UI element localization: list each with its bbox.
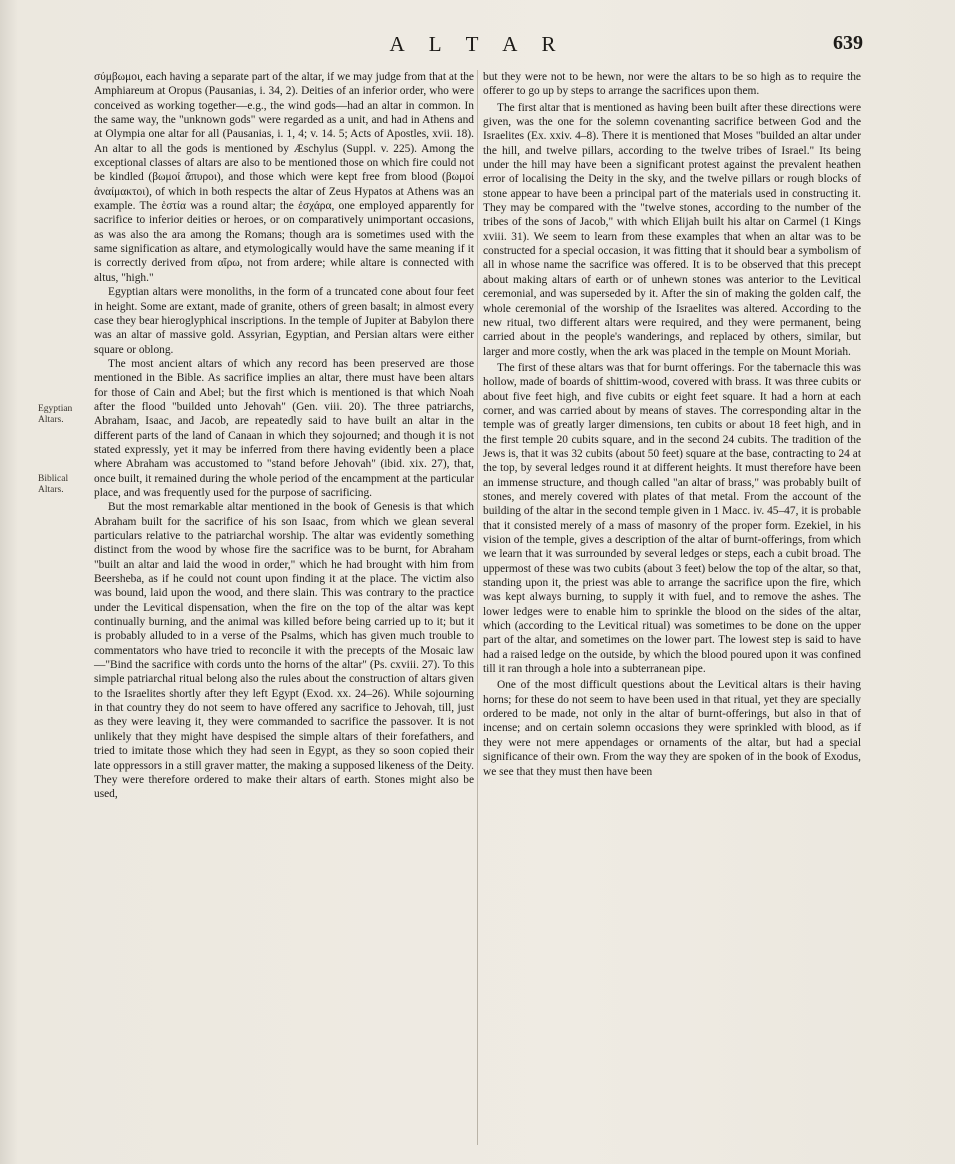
left-column <box>94 70 474 802</box>
paragraph-egyptian-altars: Egyptian altars were monoliths, in the form of a truncated cone about four feet in height. Some are extant, made of granite, others of green basalt; in almost every case they bear hieroglyphical inscriptions. In the temple of Jupiter at Babylon there was an altar of massive gold. Assyrian, Egyptian, and Persian altars were either square or oblong. <box>94 286 474 356</box>
margin-note-biblical: Biblical Altars. <box>38 474 69 495</box>
margin-note-egyptian: Egyptian Altars. <box>38 404 73 425</box>
paragraph-continuation: but they were not to be hewn, nor were the altars to be so high as to require the offerer to go up by steps to arrange the sacrifices upon them. <box>483 71 861 98</box>
paragraph-greek-altars: σύμβωμοι, each having a separate part of the altar, if we may judge from that at the Amphiareum at Oropus (Pausanias, i. 34, 2). Deities of an inferior order, who were conceived as working together—e.g., the wind gods—had an altar in common. In the same way, the "unknown gods" were regarded as a unit, and had in Athens and at Olympia one altar for all (Pausanias, i. 1, 4; v. 14. 5; Acts of Apostles, xvii. 18). An altar to all the gods is mentioned by Æschylus (Suppl. v. 225). Among the exceptional classes of altars are also to be mentioned those on which fire could not be kindled (βωμοί ἄπυροι), and those which were kept free from blood (βωμοί ἀναίμακτοι), of which in both respects the altar of Zeus Hypatos at Athens was an example. The ἑστία was a round altar; the ἐσχάρα, one employed apparently for sacrifice to inferior deities or heroes, or on comparatively unimportant occasions, as was also the ara among the Romans; though ara is sometimes used with the same signification as altare, and etymologically would have the same meaning if it is correctly derived from αἴρω, not from ardere; while altare is connected with altus, "high." <box>94 71 474 284</box>
right-column <box>483 70 861 779</box>
column-divider <box>477 70 478 1145</box>
paragraph-abraham-altar: But the most remarkable altar mentioned in the book of Genesis is that which Abraham built for the sacrifice of his son Isaac, from which we glean several particulars relative to the patriarchal worship. The altar was evidently something distinct from the wood by whose fire the sacrifice was to be burnt, for Abraham "built an altar and laid the wood in order," which he had brought with him from Beersheba, as if he could not count upon finding it at the place. The victim also was bound, laid upon the wood, and there slain. This was contrary to the practice under the Levitical dispensation, when the fire on the top of the altar was kept continually burning, and the animal was killed before being carried up to it; but it is probably alluded to in a verse of the Psalms, which has given much trouble to commentators who have tried to reconcile it with the precepts of the Mosaic law—"Bind the sacrifice with cords unto the horns of the altar" (Ps. cxviii. 27). To this simple patriarchal ritual belong also the rules about the construction of altars given to the Israelites shortly after they left Egypt (Exod. xx. 24–26). While sojourning in that country they do not seem to have offered any sacrifice to Jehovah, till, just as they were leaving it, they were commanded to sacrifice the passover. It is not unlikely that they might have despised the simple altars of their forefathers, and tried to imitate those which they had seen in Egypt, as they so soon copied their late oppressors in a still graver matter, the making a supposed likeness of the Deity. They were therefore ordered to make their altars of earth. Stones might also be used, <box>94 501 474 801</box>
page-number: 639 <box>833 32 863 54</box>
paragraph-burnt-offerings: The first of these altars was that for burnt offerings. For the tabernacle this was hollow, made of boards of shittim-wood, covered with brass. It was three cubits or about five feet high, and five cubits or eight feet square. It had a horn at each corner, and was carried about by means of staves. The corresponding altar in the temple was of greatly larger dimensions, ten cubits or about 18 feet high, and in the first temple 20 cubits square, and in the second 24 cubits. The tradition of the Jews is, that it was 32 cubits (about 50 feet) square at the base, contracting to 24 at the top, by several ledges round it at different heights. It must therefore have been an immense structure, and though called "an altar of brass," was probably built of stones, and merely covered with plates of that metal. From the account of the building of the altar in the second temple given in 1 Macc. iv. 45–47, it is probable that it consisted merely of a mass of masonry of the proper form. Ezekiel, in his vision of the temple, gives a description of the altar of burnt-offerings, from which we learn that it was surrounded by several ledges or steps, each a cubit broad. The uppermost of these was two cubits (about 3 feet) below the top of the altar, so that, standing upon it, the priest was able to arrange the sacrifice upon the fire, which was kept always burning, to supply it with fuel, and to remove the ashes. The lower ledges were to enable him to sprinkle the blood on the sides of the altar, which (according to the Levitical ritual) was sometimes to be done on the upper part of the altar, and sometimes on the lower part. The lowest step is said to have had a raised ledge on the outside, by which the blood poured upon it was confined till it ran through a hole into a subterranean pipe. <box>483 361 861 676</box>
paragraph-covenant-altar: The first altar that is mentioned as having been built after these directions were given, was the one for the solemn covenanting sacrifice between God and the Israelites (Ex. xxiv. 4–8). There it is mentioned that Moses "builded an altar under the hill, and twelve pillars, according to the twelve tribes of Israel." Its being under the hill may have been a significant protest against the prevalent heathen error of localising the Deity in the sky, and the twelve pillars or rough blocks of stone appear to have been a principal part of the materials used in constructing it. They may be compared with the "twelve stones, according to the number of the tribes of the sons of Jacob," with which Elijah built his altar on Carmel (1 Kings xviii. 31). We seem to learn from these examples that when an altar was to be constructed for a special occasion, it was fitting that it should bear a symbolism of all in whose name the sacrifice was offered. It is to be observed that this precept about making altars of earth or of unhewn stones was anterior to the Levitical ceremonial, and was superseded by it. After the sin of making the golden calf, the whole ceremonial of the worship of the Israelites was altered. According to the new ritual, two different altars were required, and they were permanent, being carried about in the people's wanderings, and replaced by others, similar, but larger and more costly, when the ark was placed in the temple on Mount Moriah. <box>483 101 861 358</box>
paragraph-biblical-altars: The most ancient altars of which any record has been preserved are those mentioned in the Bible. As sacrifice implies an altar, there must have been altars for those of Cain and Abel; but the first which is mentioned is that which Noah after the flood "builded unto Jehovah" (Gen. viii. 20). The three patriarchs, Abraham, Isaac, and Jacob, are repeatedly said to have built an altar in the different parts of the land of Canaan in which they sojourned; and though it is not stated expressly, yet it may be inferred from there having evidently been a place where Abraham was accustomed to "stand before Jehovah" (ibid. xix. 27), that, once built, it remained during the whole period of the encampment at the particular place, and was frequently used for the purpose of sacrificing. <box>94 357 474 499</box>
running-title: A L T A R <box>389 32 566 56</box>
paragraph-altar-horns: One of the most difficult questions about the Levitical altars is their having horns; for these do not seem to have been used in that ritual, yet they are specially ordered to be made, not only in the altar of burnt-offerings, but also in that of incense; and on certain solemn occasions they were sprinkled with blood, as if they were not mere appendages or ornaments of the altar, but had a special significance of their own. From the way they are spoken of in the book of Exodus, we see that they must then have been <box>483 679 861 778</box>
page-header <box>100 32 863 62</box>
